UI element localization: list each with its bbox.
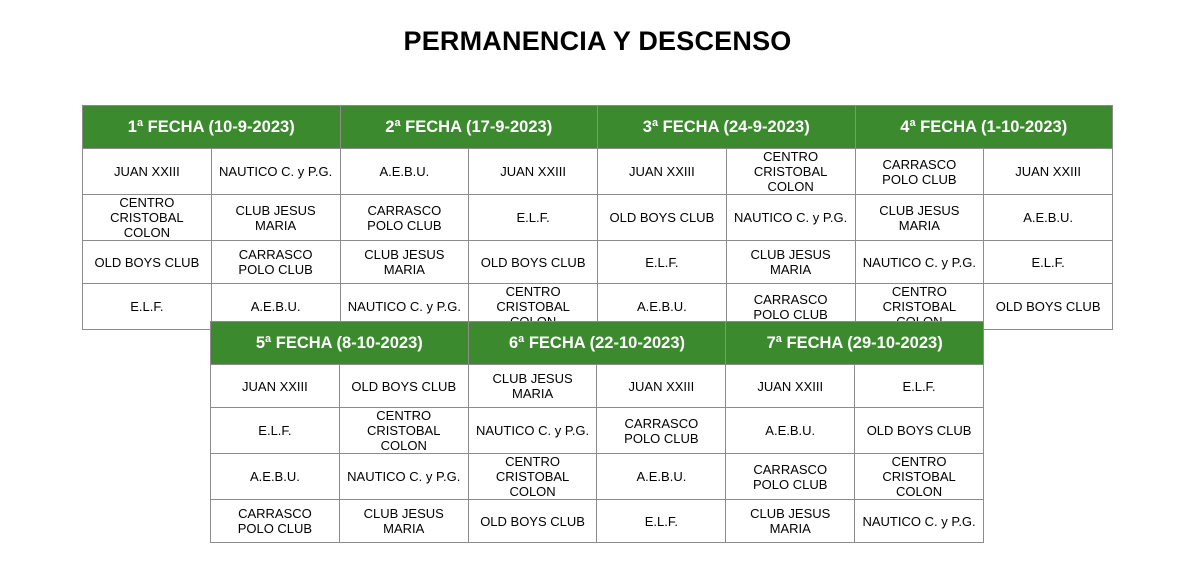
fecha-4-match-4-away: OLD BOYS CLUB: [984, 284, 1113, 330]
fixture-table-fechas-1-4: [82, 105, 1113, 330]
match-row: [83, 241, 1113, 284]
fecha-3-match-2-home: OLD BOYS CLUB: [598, 195, 727, 241]
fecha-4-match-3-away: E.L.F.: [984, 241, 1113, 284]
fecha-1-match-1-away: NAUTICO C. y P.G.: [211, 149, 340, 195]
match-row: [211, 500, 984, 543]
fecha-5-match-1-away: OLD BOYS CLUB: [339, 365, 468, 408]
fecha-2-match-2-away: E.L.F.: [469, 195, 598, 241]
fecha-2-match-4-home: NAUTICO C. y P.G.: [340, 284, 469, 330]
fecha-7-match-2-away: OLD BOYS CLUB: [855, 408, 984, 454]
fecha-1-match-2-home: CENTRO CRISTOBAL COLON: [83, 195, 212, 241]
fecha-4-match-3-home: NAUTICO C. y P.G.: [855, 241, 984, 284]
fecha-7-match-1-home: JUAN XXIII: [726, 365, 855, 408]
fecha-2-match-1-home: A.E.B.U.: [340, 149, 469, 195]
fecha-6-match-1-away: JUAN XXIII: [597, 365, 726, 408]
match-row: [83, 149, 1113, 195]
fecha-2-match-4-away: CENTRO CRISTOBAL: [469, 284, 598, 330]
fecha-4-match-2-home: CLUB JESUS MARIA: [855, 195, 984, 241]
fecha-1-match-2-away: CLUB JESUS MARIA: [211, 195, 340, 241]
fecha-1-match-1-home: JUAN XXIII: [83, 149, 212, 195]
fecha-5-match-2-away: CENTRO CRISTOBAL COLON: [339, 408, 468, 454]
match-row: [211, 365, 984, 408]
fecha-3-match-4-away: CARRASCO POLO CLUB: [726, 284, 855, 330]
fecha-7-match-4-home: CLUB JESUS MARIA: [726, 500, 855, 543]
fecha-3-match-1-away: CENTRO CRISTOBAL COLON: [726, 149, 855, 195]
fecha-2-match-1-away: JUAN XXIII: [469, 149, 598, 195]
page-title: PERMANENCIA Y DESCENSO: [403, 26, 792, 56]
fecha-3-match-1-home: JUAN XXIII: [598, 149, 727, 195]
fecha-4-header: 4ª FECHA (1-10-2023): [855, 106, 1113, 149]
fecha-1-match-4-away: A.E.B.U.: [211, 284, 340, 330]
fecha-5-header: 5ª FECHA (8-10-2023): [211, 322, 469, 365]
fecha-5-match-4-home: CARRASCO POLO CLUB: [211, 500, 340, 543]
fecha-4-match-1-home: CARRASCO POLO CLUB: [855, 149, 984, 195]
fecha-6-match-1-home: CLUB JESUS MARIA: [468, 365, 597, 408]
fecha-4-match-2-away: A.E.B.U.: [984, 195, 1113, 241]
fecha-2-match-3-away: OLD BOYS CLUB: [469, 241, 598, 284]
fixture-table-fechas-5-7: [210, 321, 984, 543]
fecha-3-match-3-away: CLUB JESUS MARIA: [726, 241, 855, 284]
fecha-6-match-2-home: NAUTICO C. y P.G.: [468, 408, 597, 454]
fecha-2-match-3-home: CLUB JESUS MARIA: [340, 241, 469, 284]
fecha-5-match-2-home: E.L.F.: [211, 408, 340, 454]
fecha-1-match-3-home: OLD BOYS CLUB: [83, 241, 212, 284]
fecha-7-match-1-away: E.L.F.: [855, 365, 984, 408]
fecha-4-match-1-away: JUAN XXIII: [984, 149, 1113, 195]
fecha-6-header: 6ª FECHA (22-10-2023): [468, 322, 726, 365]
fecha-2-header: 2ª FECHA (17-9-2023): [340, 106, 598, 149]
fecha-3-match-2-away: NAUTICO C. y P.G.: [726, 195, 855, 241]
fecha-6-match-2-away: CARRASCO POLO CLUB: [597, 408, 726, 454]
fecha-3-match-4-home: A.E.B.U.: [598, 284, 727, 330]
fecha-6-match-4-home: OLD BOYS CLUB: [468, 500, 597, 543]
fecha-7-header: 7ª FECHA (29-10-2023): [726, 322, 984, 365]
fecha-7-match-2-home: A.E.B.U.: [726, 408, 855, 454]
match-row: [211, 408, 984, 454]
match-row: [83, 195, 1113, 241]
match-row: [211, 454, 984, 500]
fecha-1-header: 1ª FECHA (10-9-2023): [83, 106, 341, 149]
fecha-2-match-2-home: CARRASCO POLO CLUB: [340, 195, 469, 241]
fecha-5-match-3-away: NAUTICO C. y P.G.: [339, 454, 468, 500]
fecha-1-match-4-home: E.L.F.: [83, 284, 212, 330]
header-row: [83, 106, 1113, 149]
header-row: [211, 322, 984, 365]
fecha-1-match-3-away: CARRASCO POLO CLUB: [211, 241, 340, 284]
fecha-7-match-3-home: CARRASCO POLO CLUB: [726, 454, 855, 500]
fecha-4-match-4-home: CENTRO CRISTOBAL: [855, 284, 984, 330]
fecha-3-header: 3ª FECHA (24-9-2023): [598, 106, 856, 149]
fecha-6-match-3-home: CENTRO CRISTOBAL COLON: [468, 454, 597, 500]
fecha-5-match-4-away: CLUB JESUS MARIA: [339, 500, 468, 543]
fecha-7-match-4-away: NAUTICO C. y P.G.: [855, 500, 984, 543]
fecha-5-match-3-home: A.E.B.U.: [211, 454, 340, 500]
fecha-5-match-1-home: JUAN XXIII: [211, 365, 340, 408]
fecha-7-match-3-away: CENTRO CRISTOBAL COLON: [855, 454, 984, 500]
fecha-6-match-3-away: A.E.B.U.: [597, 454, 726, 500]
fecha-3-match-3-home: E.L.F.: [598, 241, 727, 284]
fecha-6-match-4-away: E.L.F.: [597, 500, 726, 543]
